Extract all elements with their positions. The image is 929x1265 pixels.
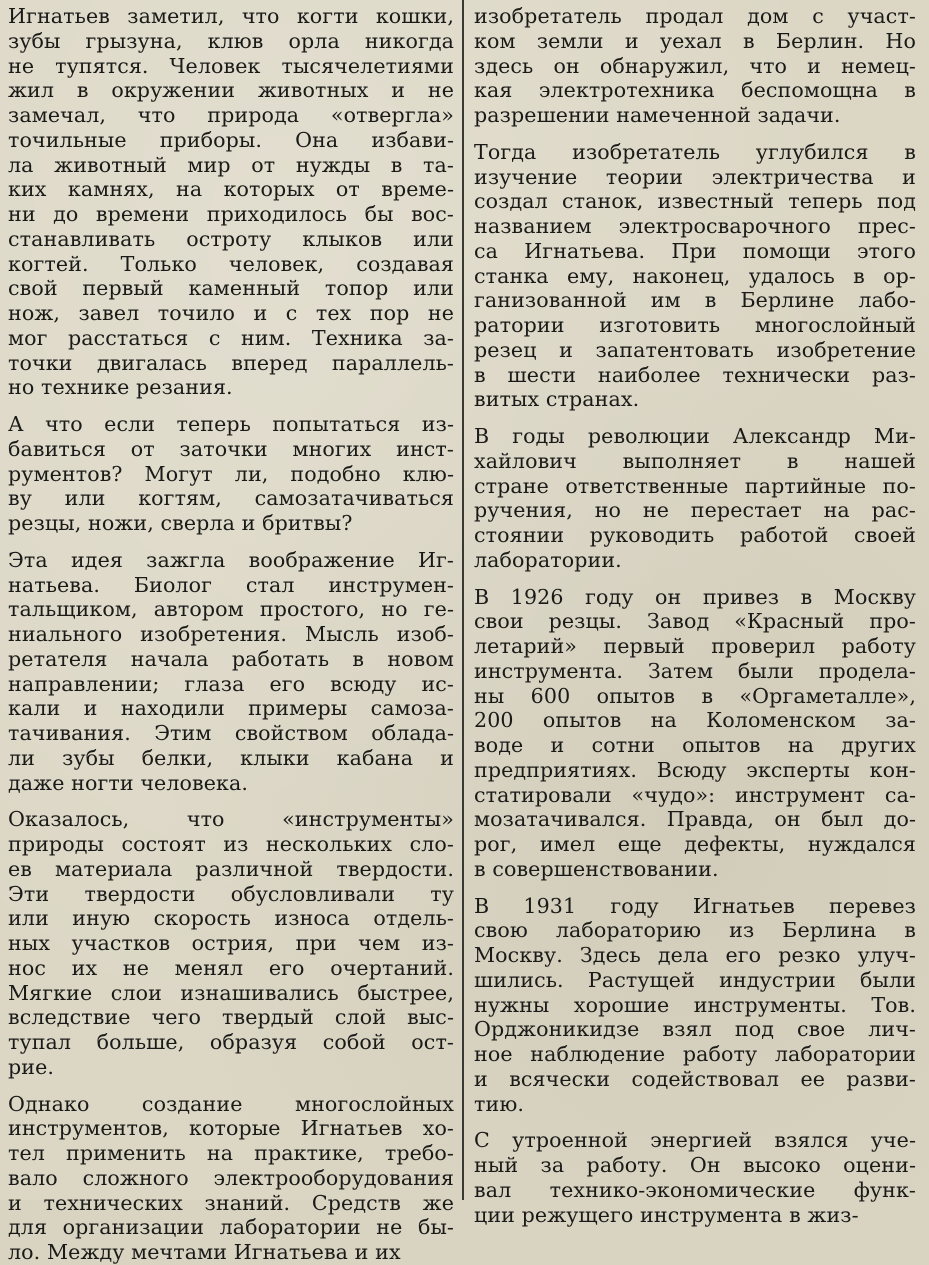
text-line: Тогда изобретатель углубился в <box>474 139 916 164</box>
text-line: летарий» первый проверил работу <box>474 634 916 658</box>
text-line: Оказалось, что «инструменты» <box>8 807 454 832</box>
text-line: Эти твердости обусловливали ту <box>8 881 454 906</box>
column-divider <box>462 0 464 1200</box>
text-line: тию. <box>474 1091 524 1116</box>
text-line: свои резцы. Завод «Красный про- <box>474 609 916 634</box>
text-line: са Игнатьева. При помощи этого <box>474 238 916 263</box>
text-line: нос их не менял его очертаний. <box>8 955 454 980</box>
text-line: мозатачивался. Правда, он был до- <box>474 807 916 832</box>
text-line: Однако создание многослойных <box>8 1091 454 1116</box>
text-line: станка ему, наконец, удалось в ор- <box>474 263 916 288</box>
text-line: ев материала различной твердости. <box>8 856 454 881</box>
paragraph-gap <box>8 536 454 548</box>
text-line: в совершенствовании. <box>474 856 719 881</box>
text-line: резец и запатентовать изобретение <box>474 337 916 362</box>
text-line: стране ответственные партийные по- <box>474 473 916 498</box>
text-line: вало сложного электрооборудования <box>8 1165 454 1190</box>
text-line: В годы революции Александр Ми- <box>474 424 916 448</box>
text-line: Игнатьев заметил, что когти кошки, <box>8 4 454 28</box>
text-line: не тупятся. Человек тысячелетиями <box>8 53 454 78</box>
left-column <box>8 4 454 1265</box>
paragraph-gap <box>8 795 454 807</box>
text-line: предприятиях. Всюду эксперты кон- <box>474 757 916 782</box>
text-line: кали и находили примеры самоза- <box>8 696 454 721</box>
text-line: ции режущего инструмента в жиз- <box>474 1202 859 1227</box>
text-line: ком земли и уехал в Берлин. Но <box>474 28 916 53</box>
text-line: С утроенной энергией взялся уче- <box>474 1128 916 1153</box>
paragraph-gap <box>474 882 916 894</box>
text-line: или иную скорость износа отдель- <box>8 906 454 931</box>
paragraph-gap <box>8 1080 454 1092</box>
text-line: вследствие чего твердый слой выс- <box>8 1005 454 1030</box>
text-line: тупал больше, образуя собой ост- <box>8 1030 454 1054</box>
text-line: инструмента. Затем были продела- <box>474 658 916 683</box>
text-line: Мягкие слои изнашивались быстрее, <box>8 980 454 1005</box>
text-line: изобретатель продал дом с участ- <box>474 4 916 28</box>
text-line: но технике резания. <box>8 375 233 400</box>
text-line: тачивания. Этим свойством облада- <box>8 721 454 745</box>
text-line: статировали «чудо»: инструмент са- <box>474 782 916 807</box>
text-line: ное наблюдение работу лаборатории <box>474 1042 916 1066</box>
text-line: жил в окружении животных и не <box>8 78 454 103</box>
text-line: кая электротехника беспомощна в <box>474 78 916 103</box>
text-line: резцы, ножи, сверла и бритвы? <box>8 511 353 535</box>
text-line: тел применить на практике, требо- <box>8 1141 454 1165</box>
text-line: тальщиком, автором простого, но ге- <box>8 597 454 622</box>
text-line: когтей. Только человек, создавая <box>8 251 454 276</box>
text-line: ный за работу. Он высоко оцени- <box>474 1153 916 1177</box>
paragraph <box>8 807 454 1079</box>
text-line: ли зубы белки, клыки кабана и <box>8 745 454 770</box>
text-line: точильные приборы. Она избави- <box>8 127 454 152</box>
text-line: Орджоникидзе взял под свое лич- <box>474 1017 916 1042</box>
text-line: ретателя начала работать в новом <box>8 646 454 671</box>
text-line: мог расстаться с ним. Техника за- <box>8 325 454 350</box>
text-line: названием электросварочного прес- <box>474 214 916 238</box>
paragraph <box>474 1128 916 1227</box>
text-line: создал станок, известный теперь под <box>474 189 916 214</box>
paragraph <box>474 424 916 573</box>
text-line: разрешении намеченной задачи. <box>474 103 841 127</box>
text-line: Эта идея зажгла воображение Иг- <box>8 547 454 572</box>
text-line: для организации лаборатории не бы- <box>8 1215 454 1240</box>
text-line: направлении; глаза его всюду ис- <box>8 671 454 696</box>
text-line: природы состоят из нескольких сло- <box>8 832 454 856</box>
text-line: 200 опытов на Коломенском за- <box>474 708 916 733</box>
text-line: изучение теории электричества и <box>474 164 916 189</box>
paragraph-gap <box>474 128 916 140</box>
text-line: ни до времени приходилось бы вос- <box>8 202 454 226</box>
text-line: зубы грызуна, клюв орла никогда <box>8 28 454 53</box>
text-line: ла животный мир от нужды в та- <box>8 152 454 177</box>
text-line: ручения, но не перестает на рас- <box>474 498 916 523</box>
text-line: В 1931 году Игнатьев перевез <box>474 893 916 918</box>
text-line: ных участков острия, при чем из- <box>8 931 454 955</box>
text-line: вал технико-экономические функ- <box>474 1177 916 1202</box>
text-line: Москву. Здесь дела его резко улуч- <box>474 943 916 967</box>
text-line: в шести наиболее технически раз- <box>474 362 916 387</box>
paragraph <box>474 140 916 412</box>
text-line: бавиться от заточки многих инст- <box>8 436 454 461</box>
text-line: витых странах. <box>474 387 640 412</box>
text-line: и технических знаний. Средств же <box>8 1190 454 1215</box>
text-line: воде и сотни опытов на других <box>474 733 916 757</box>
text-line: лаборатории. <box>474 547 622 572</box>
text-line: нужны хорошие инструменты. Тов. <box>474 992 916 1017</box>
text-line: шились. Растущей индустрии были <box>474 967 916 992</box>
text-line: свою лабораторию из Берлина в <box>474 918 916 943</box>
text-line: хайлович выполняет в нашей <box>474 448 916 473</box>
text-line: и всячески содействовал ее разви- <box>474 1066 916 1091</box>
paragraph-gap <box>474 412 916 424</box>
text-line: рументов? Могут ли, подобно клю- <box>8 461 454 486</box>
text-line: ны 600 опытов в «Оргаметалле», <box>474 683 916 708</box>
text-line: ву или когтям, самозатачиваться <box>8 486 454 511</box>
text-line: свой первый каменный топор или <box>8 276 454 301</box>
text-line: В 1926 году он привез в Москву <box>474 584 916 609</box>
text-line: ниального изобретения. Мысль изоб- <box>8 622 454 646</box>
text-line: А что если теперь попытаться из- <box>8 412 454 436</box>
text-line: натьева. Биолог стал инструмен- <box>8 572 454 597</box>
text-line: рог, имел еще дефекты, нуждался <box>474 832 916 856</box>
paragraph <box>474 4 916 128</box>
paragraph <box>8 4 454 400</box>
text-line: даже ногти человека. <box>8 770 248 795</box>
text-line: ло. Между мечтами Игнатьева и их <box>8 1240 401 1264</box>
text-line: инструментов, которые Игнатьев хо- <box>8 1116 454 1141</box>
text-line: нож, завел точило и с тех пор не <box>8 301 454 325</box>
text-line: ратории изготовить многослойный <box>474 313 916 337</box>
paragraph-gap <box>474 573 916 585</box>
text-line: рие. <box>8 1054 55 1079</box>
paragraph <box>8 412 454 536</box>
text-line: точки двигалась вперед параллель- <box>8 350 454 375</box>
right-column <box>474 4 916 1227</box>
text-line: станавливать остроту клыков или <box>8 226 454 251</box>
paragraph-gap <box>8 400 454 412</box>
paragraph <box>8 1092 454 1265</box>
paragraph-gap <box>474 1116 916 1128</box>
paragraph <box>474 585 916 882</box>
paragraph <box>8 548 454 796</box>
paragraph <box>474 894 916 1117</box>
text-line: стоянии руководить работой своей <box>474 523 916 547</box>
text-line: замечал, что природа «отвергла» <box>8 103 454 127</box>
text-line: здесь он обнаружил, что и немец- <box>474 53 916 78</box>
text-line: ких камнях, на которых от време- <box>8 177 454 202</box>
text-line: ганизованной им в Берлине лабо- <box>474 288 916 313</box>
